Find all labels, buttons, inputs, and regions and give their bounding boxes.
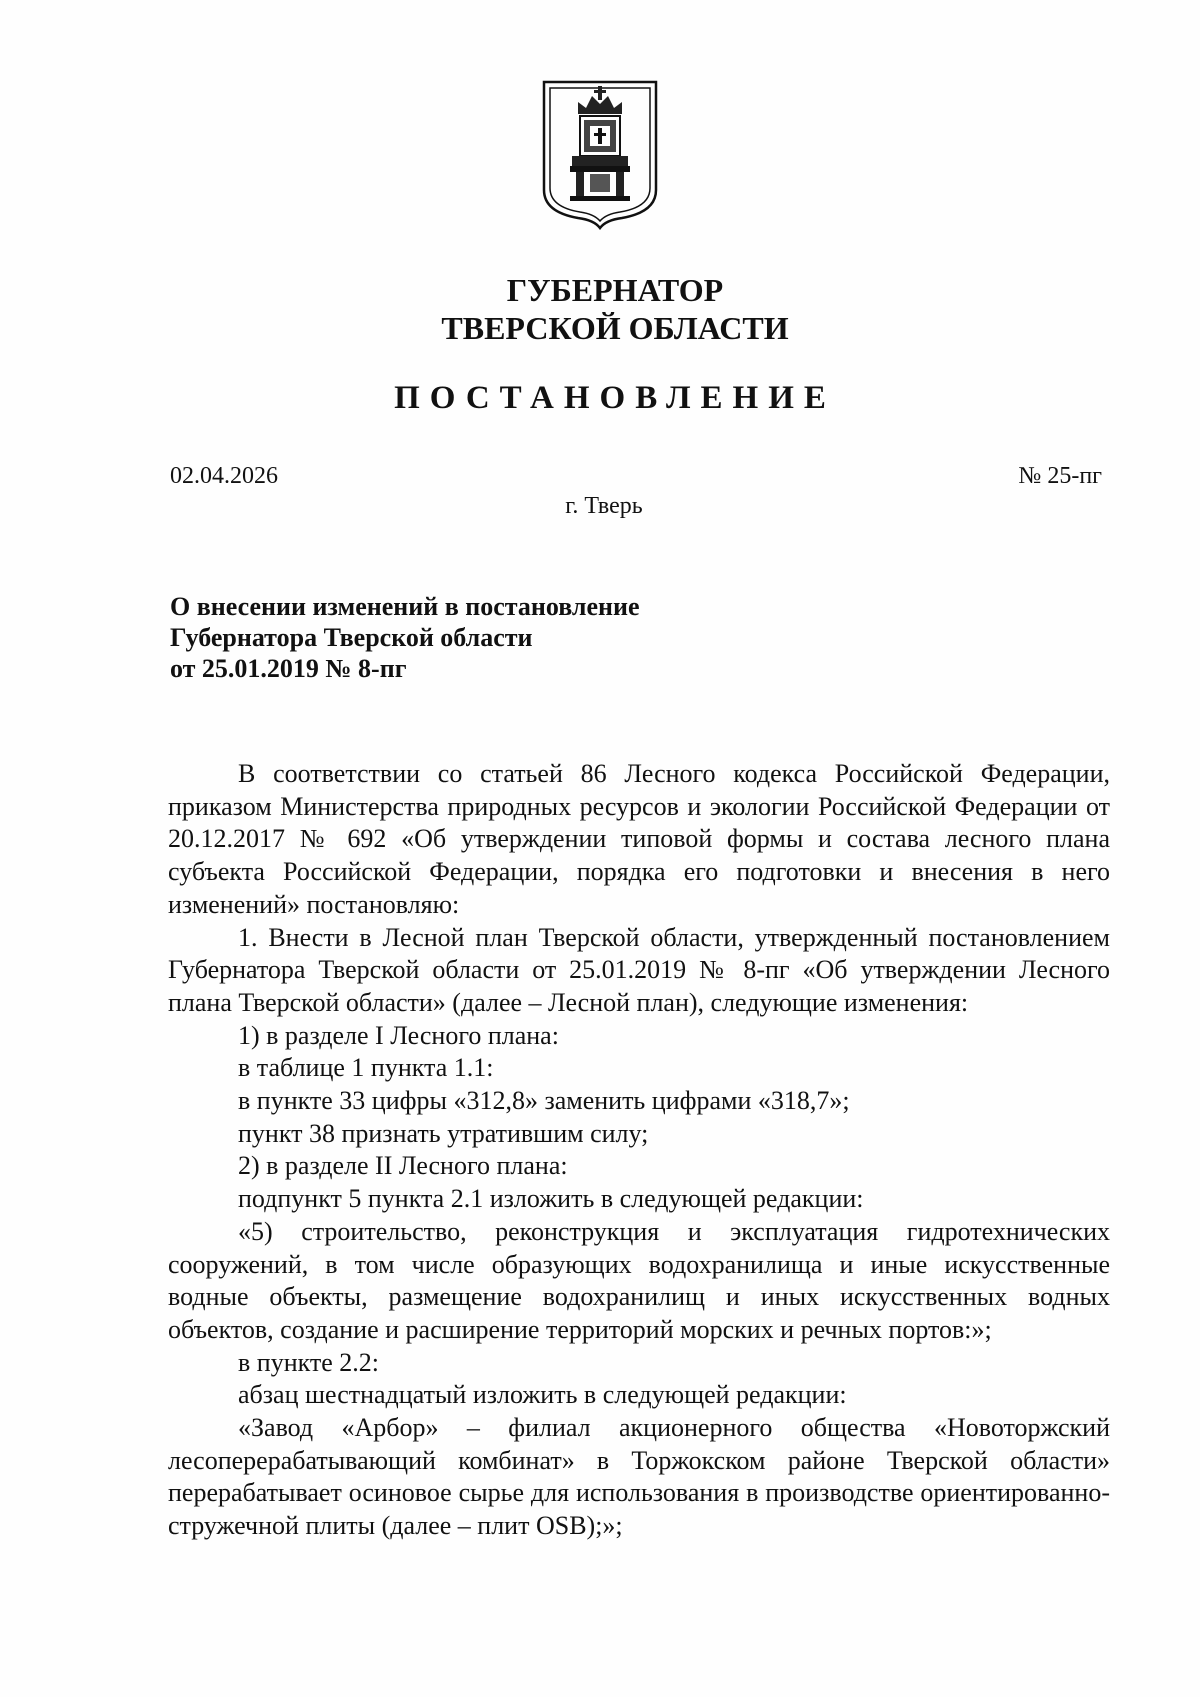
- document-date: 02.04.2026: [170, 463, 278, 489]
- subject-line-2: Губернатора Тверской области: [170, 623, 533, 652]
- tver-coat-of-arms-icon: [540, 78, 660, 230]
- subject-line-3: от 25.01.2019 № 8-пг: [170, 654, 407, 683]
- paragraph-point-2-2: в пункте 2.2:: [238, 1347, 380, 1377]
- paragraph-preamble: В соответствии со статьей 86 Лесного кодекса Российской Федерации, приказом Министерства природных ресурсов и экологии Российской Федерации от 20.12.2017 № 692 «Об утверждении типовой формы и состава лесного плана субъекта Российской Федерации, порядка его подготовки и внесения в него изменений» постановляю:: [168, 759, 1110, 919]
- document-number: № 25-пг: [1018, 463, 1102, 489]
- paragraph-point-38: пункт 38 признать утратившим силу;: [238, 1118, 649, 1148]
- paragraph-subitem-2: 2) в разделе II Лесного плана:: [238, 1151, 568, 1181]
- paragraph-point-33: в пункте 33 цифры «312,8» заменить цифрами «318,7»;: [238, 1086, 850, 1116]
- document-subject: [170, 591, 640, 684]
- subject-line-1: О внесении изменений в постановление: [170, 592, 640, 621]
- org-name-line-2: ТВЕРСКОЙ ОБЛАСТИ: [441, 310, 789, 346]
- paragraph-16th-abzac: абзац шестнадцатый изложить в следующей редакции:: [238, 1380, 847, 1410]
- paragraph-subitem-1: 1) в разделе I Лесного плана:: [238, 1020, 559, 1050]
- paragraph-quote-5: «5) строительство, реконструкция и эксплуатация гидротехнических сооружений, в том числе образующих водохранилища и иные искусственные водные объекты, размещение водохранилищ и иных искусственных водных объектов, создание и расширение территорий морских и речных портов:»;: [168, 1216, 1110, 1344]
- document-type: ПОСТАНОВЛЕНИЕ: [394, 380, 836, 416]
- document-place: г. Тверь: [565, 493, 643, 519]
- document-body: [168, 758, 1110, 1543]
- paragraph-subpoint-5: подпункт 5 пункта 2.1 изложить в следующей редакции:: [238, 1184, 864, 1214]
- paragraph-quote-arbor: «Завод «Арбор» – филиал акционерного общества «Новоторжский лесоперерабатывающий комбинат» в Торжокском районе Тверской области» перерабатывает осиновое сырье для использования в производстве ориентированно-стружечной плиты (далее – плит OSB);»;: [168, 1413, 1110, 1541]
- paragraph-item-1: 1. Внести в Лесной план Тверской области, утвержденный постановлением Губернатора Тверской области от 25.01.2019 № 8-пг «Об утверждении Лесного плана Тверской области» (далее – Лесной план), следующие изменения:: [168, 922, 1110, 1017]
- org-name-line-1: ГУБЕРНАТОР: [506, 272, 724, 308]
- paragraph-table-ref: в таблице 1 пункта 1.1:: [238, 1053, 494, 1083]
